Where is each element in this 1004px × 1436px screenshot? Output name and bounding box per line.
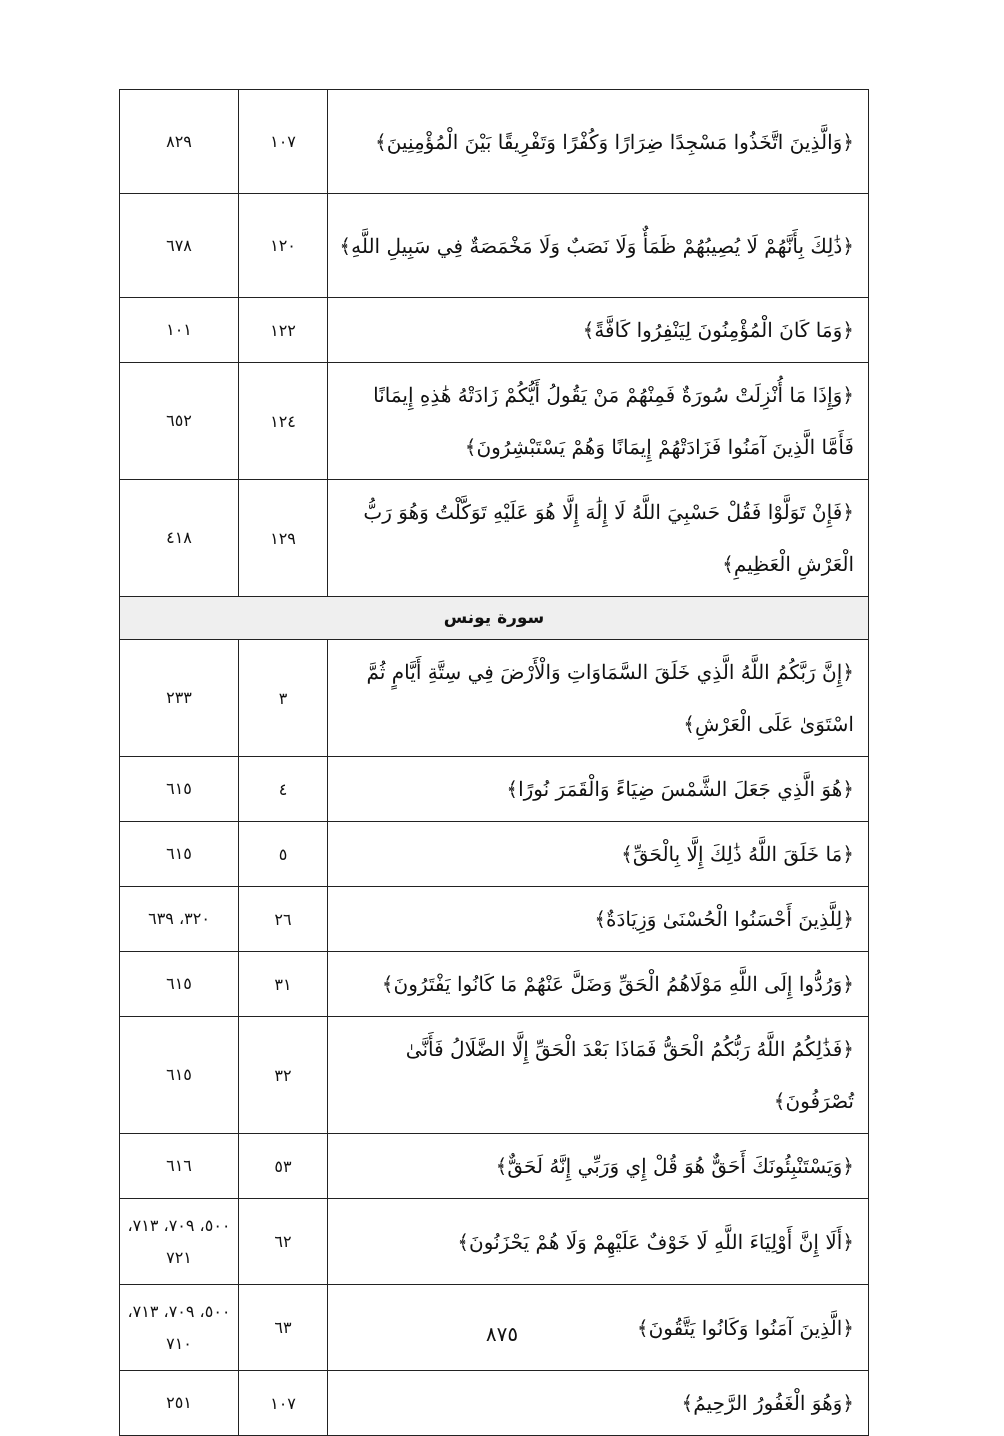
verse-text: ﴿وَرُدُّوا إِلَى اللَّهِ مَوْلَاهُمُ الْحَقِّ وَضَلَّ عَنْهُمْ مَا كَانُوا يَفْتَرُونَ﴾	[328, 952, 869, 1017]
surah-section-row	[120, 597, 869, 640]
verse-text: ﴿الَّذِينَ آمَنُوا وَكَانُوا يَتَّقُونَ﴾	[328, 1285, 869, 1371]
table-row	[120, 640, 869, 757]
table-row	[120, 194, 869, 298]
page-references: ٦١٦	[120, 1134, 239, 1199]
ayah-number: ١٢٠	[239, 194, 328, 298]
page-references: ٤١٨	[120, 480, 239, 597]
verse-text: ﴿فَذَٰلِكُمُ اللَّهُ رَبُّكُمُ الْحَقُّ فَمَاذَا بَعْدَ الْحَقِّ إِلَّا الضَّلَالُ فَأَنَّىٰ تُصْرَفُونَ﴾	[328, 1017, 869, 1134]
page-references: ٢٥١	[120, 1371, 239, 1436]
verse-text: ﴿فَإِنْ تَوَلَّوْا فَقُلْ حَسْبِيَ اللَّهُ لَا إِلَٰهَ إِلَّا هُوَ عَلَيْهِ تَوَكَّلْتُ وَهُوَ رَبُّ الْعَرْشِ الْعَظِيمِ﴾	[328, 480, 869, 597]
ayah-number: ١٢٤	[239, 363, 328, 480]
page-references: ٦١٥	[120, 757, 239, 822]
page-references: ٥٠٠، ٧٠٩، ٧١٣، ٧١٠	[120, 1285, 239, 1371]
page-references: ٥٠٠، ٧٠٩، ٧١٣، ٧٢١	[120, 1199, 239, 1285]
table-row	[120, 887, 869, 952]
surah-title: سورة يونس	[120, 597, 869, 640]
table-row	[120, 1199, 869, 1285]
verse-text: ﴿وَمَا كَانَ الْمُؤْمِنُونَ لِيَنْفِرُوا كَافَّةً﴾	[328, 298, 869, 363]
verse-text: ﴿أَلَا إِنَّ أَوْلِيَاءَ اللَّهِ لَا خَوْفٌ عَلَيْهِمْ وَلَا هُمْ يَحْزَنُونَ﴾	[328, 1199, 869, 1285]
verse-text: ﴿وَهُوَ الْغَفُورُ الرَّحِيمُ﴾	[328, 1371, 869, 1436]
verse-text: ﴿هُوَ الَّذِي جَعَلَ الشَّمْسَ ضِيَاءً وَالْقَمَرَ نُورًا﴾	[328, 757, 869, 822]
verse-text: ﴿إِنَّ رَبَّكُمُ اللَّهُ الَّذِي خَلَقَ السَّمَاوَاتِ وَالْأَرْضَ فِي سِتَّةِ أَيَّامٍ ثُمَّ اسْتَوَىٰ عَلَى الْعَرْشِ﴾	[328, 640, 869, 757]
ayah-number: ١٠٧	[239, 1371, 328, 1436]
page-references: ٢٣٣	[120, 640, 239, 757]
page-references: ٦١٥	[120, 822, 239, 887]
ayah-number: ٥٣	[239, 1134, 328, 1199]
page-references: ٦٧٨	[120, 194, 239, 298]
ayah-number: ٣١	[239, 952, 328, 1017]
table-row	[120, 757, 869, 822]
page-references: ٣٢٠، ٦٣٩	[120, 887, 239, 952]
table-row	[120, 1017, 869, 1134]
table-row	[120, 363, 869, 480]
ayah-number: ٦٢	[239, 1199, 328, 1285]
verse-text: ﴿مَا خَلَقَ اللَّهُ ذَٰلِكَ إِلَّا بِالْحَقِّ﴾	[328, 822, 869, 887]
page-references: ٦٥٢	[120, 363, 239, 480]
table-row	[120, 952, 869, 1017]
ayah-number: ١٠٧	[239, 90, 328, 194]
ayah-number: ٣	[239, 640, 328, 757]
verse-index-table	[119, 89, 869, 1436]
ayah-number: ٢٦	[239, 887, 328, 952]
ayah-number: ١٢٢	[239, 298, 328, 363]
page-references: ٦١٥	[120, 952, 239, 1017]
table-row	[120, 822, 869, 887]
table-row	[120, 298, 869, 363]
table-row	[120, 90, 869, 194]
page-references: ٨٢٩	[120, 90, 239, 194]
page-references: ١٠١	[120, 298, 239, 363]
page-references: ٦١٥	[120, 1017, 239, 1134]
verse-text: ﴿وَيَسْتَنْبِئُونَكَ أَحَقٌّ هُوَ قُلْ إِي وَرَبِّي إِنَّهُ لَحَقٌّ﴾	[328, 1134, 869, 1199]
ayah-number: ٤	[239, 757, 328, 822]
verse-text: ﴿وَإِذَا مَا أُنْزِلَتْ سُورَةٌ فَمِنْهُمْ مَنْ يَقُولُ أَيُّكُمْ زَادَتْهُ هَٰذِهِ إِيمَانًا فَأَمَّا الَّذِينَ آمَنُوا فَزَادَتْهُمْ إِيمَانًا وَهُمْ يَسْتَبْشِرُونَ﴾	[328, 363, 869, 480]
table-row	[120, 1134, 869, 1199]
ayah-number: ٣٢	[239, 1017, 328, 1134]
ayah-number: ٥	[239, 822, 328, 887]
table-row	[120, 480, 869, 597]
verse-text: ﴿وَالَّذِينَ اتَّخَذُوا مَسْجِدًا ضِرَارًا وَكُفْرًا وَتَفْرِيقًا بَيْنَ الْمُؤْمِنِينَ﴾	[328, 90, 869, 194]
ayah-number: ٦٣	[239, 1285, 328, 1371]
verse-text: ﴿لِلَّذِينَ أَحْسَنُوا الْحُسْنَىٰ وَزِيَادَةٌ﴾	[328, 887, 869, 952]
table-row	[120, 1371, 869, 1436]
page-number: ٨٧٥	[485, 1322, 519, 1346]
verse-text: ﴿ذَٰلِكَ بِأَنَّهُمْ لَا يُصِيبُهُمْ ظَمَأٌ وَلَا نَصَبٌ وَلَا مَخْمَصَةٌ فِي سَبِيلِ اللَّهِ﴾	[328, 194, 869, 298]
ayah-number: ١٢٩	[239, 480, 328, 597]
